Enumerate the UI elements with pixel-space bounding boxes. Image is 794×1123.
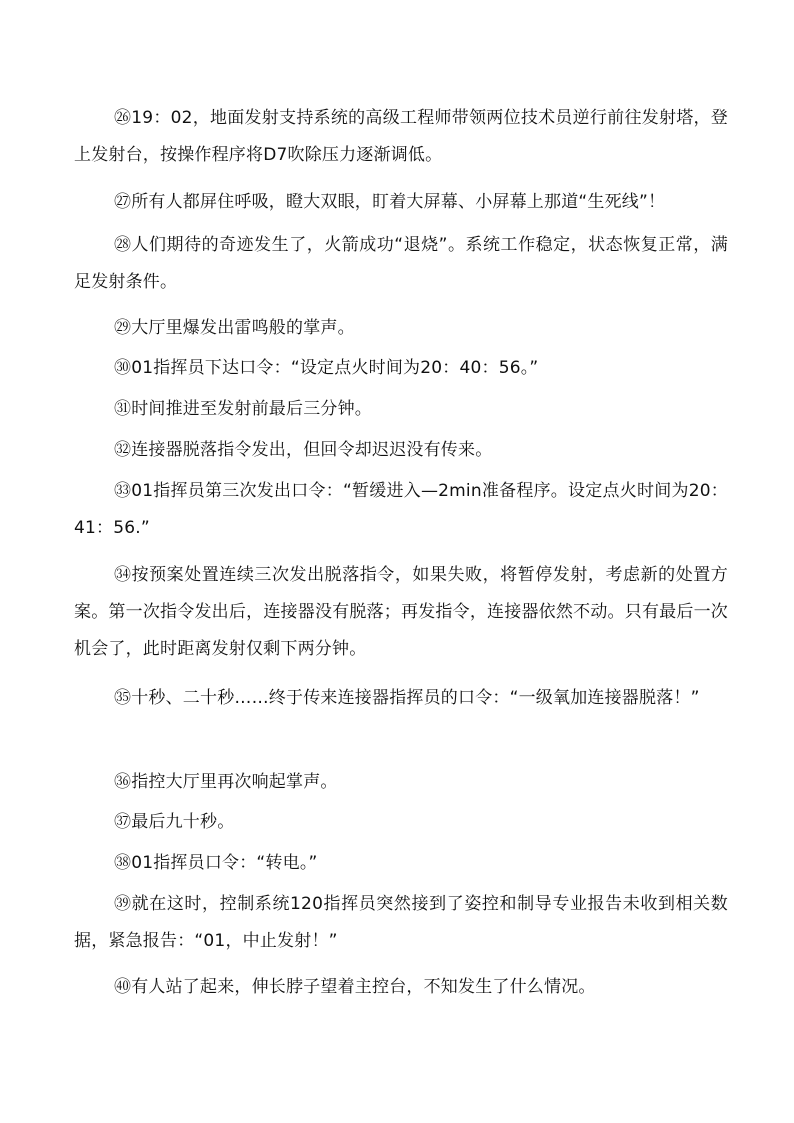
- paragraph-31: ㉛时间推进至发射前最后三分钟。: [114, 399, 372, 419]
- paragraph-38: ㊳01指挥员口令：“转电。”: [114, 853, 318, 873]
- paragraph-26: ㉖19：02，地面发射支持系统的高级工程师带领两位技术员逆行前往发射塔，登上发射台，按操作程序将D7吹除压力逐渐调低。: [74, 108, 728, 165]
- paragraph-35: ㉟十秒、二十秒……终于传来连接器指挥员的口令：“一级氧加连接器脱落！”: [114, 688, 700, 708]
- paragraph-40: ㊵有人站了起来，伸长脖子望着主控台，不知发生了什么情况。: [114, 977, 596, 997]
- paragraph-28: ㉘人们期待的奇迹发生了，火箭成功“退烧”。系统工作稳定，状态恢复正常，满足发射条件。: [74, 235, 728, 292]
- paragraph-30: ㉚01指挥员下达口令：“设定点火时间为20：40：56。”: [114, 358, 539, 378]
- paragraph-33: ㉝01指挥员第三次发出口令：“暂缓进入—2min准备程序。设定点火时间为20：41：56.”: [74, 481, 728, 538]
- paragraph-34: ㉞按预案处置连续三次发出脱落指令，如果失败，将暂停发射，考虑新的处置方案。第一次指令发出后，连接器没有脱落；再发指令，连接器依然不动。只有最后一次机会了，此时距离发射仅剩下两分钟。: [74, 565, 728, 659]
- paragraph-32: ㉜连接器脱落指令发出，但回令却迟迟没有传来。: [114, 440, 493, 460]
- paragraph-39: ㊴就在这时，控制系统120指挥员突然接到了姿控和制导专业报告未收到相关数据，紧急报告：“01，中止发射！”: [74, 894, 728, 951]
- paragraph-37: ㊲最后九十秒。: [114, 812, 235, 832]
- paragraph-27: ㉗所有人都屏住呼吸，瞪大双眼，盯着大屏幕、小屏幕上那道“生死线”！: [114, 192, 666, 212]
- paragraph-29: ㉙大厅里爆发出雷鸣般的掌声。: [114, 318, 355, 338]
- paragraph-36: ㊱指控大厅里再次响起掌声。: [114, 772, 338, 792]
